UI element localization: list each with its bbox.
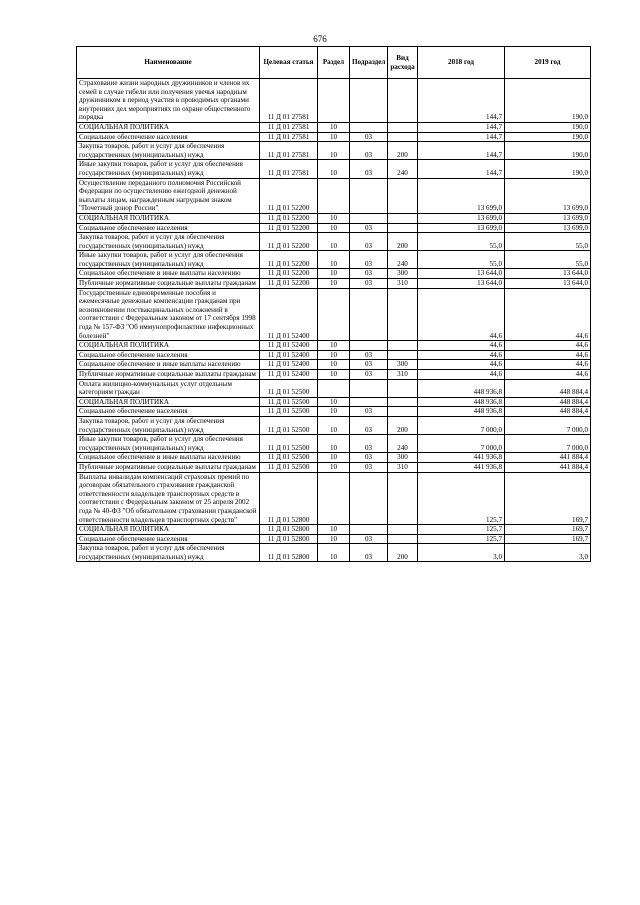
cell-section: 10	[318, 223, 350, 233]
cell-target: 11 Д 01 52200	[260, 233, 318, 251]
cell-name: Закупка товаров, работ и услуг для обеспечения государственных (муниципальных) нужд	[77, 416, 260, 434]
cell-subsection: 03	[350, 370, 388, 380]
header-subsection: Подраздел	[350, 47, 388, 79]
cell-2019: 44,6	[505, 288, 591, 341]
cell-expense-type: 200	[388, 142, 418, 160]
cell-section: 10	[318, 525, 350, 535]
cell-2018: 144,7	[418, 79, 505, 123]
table-row	[77, 251, 591, 269]
table-row	[77, 233, 591, 251]
cell-name: Закупка товаров, работ и услуг для обеспечения государственных (муниципальных) нужд	[77, 142, 260, 160]
cell-2019: 441 884,4	[505, 453, 591, 463]
cell-expense-type	[388, 288, 418, 341]
cell-expense-type	[388, 472, 418, 525]
cell-section: 10	[318, 233, 350, 251]
cell-expense-type	[388, 213, 418, 223]
cell-2018: 55,0	[418, 233, 505, 251]
cell-section: 10	[318, 544, 350, 562]
cell-name: СОЦИАЛЬНАЯ ПОЛИТИКА	[77, 122, 260, 132]
cell-target: 11 Д 01 52400	[260, 350, 318, 360]
cell-2018: 44,6	[418, 288, 505, 341]
cell-2019: 55,0	[505, 251, 591, 269]
cell-section	[318, 178, 350, 213]
cell-target: 11 Д 01 52400	[260, 360, 318, 370]
cell-2019: 169,7	[505, 525, 591, 535]
cell-2018: 13 644,0	[418, 279, 505, 289]
cell-2019: 441 884,4	[505, 462, 591, 472]
cell-2018: 125,7	[418, 472, 505, 525]
cell-2018: 448 936,8	[418, 407, 505, 417]
cell-subsection	[350, 178, 388, 213]
cell-expense-type	[388, 223, 418, 233]
cell-target: 11 Д 01 27581	[260, 79, 318, 123]
cell-subsection	[350, 397, 388, 407]
cell-name: Социальное обеспечение и иные выплаты населению	[77, 360, 260, 370]
cell-section: 10	[318, 462, 350, 472]
cell-section: 10	[318, 160, 350, 178]
cell-2018: 7 000,0	[418, 416, 505, 434]
cell-expense-type	[388, 407, 418, 417]
cell-target: 11 Д 01 52800	[260, 525, 318, 535]
table-row	[77, 132, 591, 142]
header-name: Наименование	[77, 47, 260, 79]
cell-section: 10	[318, 435, 350, 453]
cell-section: 10	[318, 341, 350, 351]
cell-target: 11 Д 01 52200	[260, 251, 318, 269]
cell-2018: 125,7	[418, 525, 505, 535]
cell-name: Социальное обеспечение населения	[77, 350, 260, 360]
cell-expense-type	[388, 132, 418, 142]
cell-section: 10	[318, 122, 350, 132]
table-row	[77, 178, 591, 213]
cell-2018: 44,6	[418, 360, 505, 370]
table-header-row	[77, 47, 591, 79]
cell-subsection: 03	[350, 132, 388, 142]
cell-target: 11 Д 01 52200	[260, 223, 318, 233]
cell-target: 11 Д 01 52200	[260, 213, 318, 223]
cell-2019: 13 699,0	[505, 213, 591, 223]
cell-2019: 13 644,0	[505, 279, 591, 289]
cell-name: Публичные нормативные социальные выплаты гражданам	[77, 370, 260, 380]
cell-subsection	[350, 525, 388, 535]
cell-subsection: 03	[350, 435, 388, 453]
cell-target: 11 Д 01 52500	[260, 453, 318, 463]
cell-2018: 7 000,0	[418, 435, 505, 453]
cell-name: Социальное обеспечение населения	[77, 407, 260, 417]
cell-name: Социальное обеспечение населения	[77, 132, 260, 142]
cell-target: 11 Д 01 27581	[260, 160, 318, 178]
cell-target: 11 Д 01 52500	[260, 379, 318, 397]
cell-target: 11 Д 01 52400	[260, 370, 318, 380]
cell-subsection: 03	[350, 279, 388, 289]
table-row	[77, 379, 591, 397]
cell-expense-type	[388, 534, 418, 544]
cell-subsection	[350, 213, 388, 223]
cell-2018: 13 699,0	[418, 223, 505, 233]
cell-2018: 13 644,0	[418, 269, 505, 279]
cell-expense-type	[388, 350, 418, 360]
cell-section	[318, 79, 350, 123]
cell-section: 10	[318, 360, 350, 370]
table-row	[77, 360, 591, 370]
table-row	[77, 79, 591, 123]
cell-2019: 448 884,4	[505, 397, 591, 407]
cell-name: Выплаты инвалидам компенсаций страховых премий по договорам обязательного страхования гражданской ответственности владельцев транспортных средств в соответствии с Федеральным законом от 25 апреля 2002 года № 40-ФЗ "Об обязательном страховании гражданской ответственности владельцев транспортных средств"	[77, 472, 260, 525]
cell-expense-type: 200	[388, 544, 418, 562]
cell-expense-type: 240	[388, 435, 418, 453]
cell-target: 11 Д 01 52500	[260, 435, 318, 453]
table-row	[77, 472, 591, 525]
cell-target: 11 Д 01 27581	[260, 122, 318, 132]
cell-subsection: 03	[350, 407, 388, 417]
cell-name: Закупка товаров, работ и услуг для обеспечения государственных (муниципальных) нужд	[77, 544, 260, 562]
cell-name: СОЦИАЛЬНАЯ ПОЛИТИКА	[77, 397, 260, 407]
cell-subsection	[350, 472, 388, 525]
cell-2019: 190,0	[505, 160, 591, 178]
table-row	[77, 534, 591, 544]
cell-section	[318, 472, 350, 525]
cell-subsection: 03	[350, 269, 388, 279]
cell-section: 10	[318, 213, 350, 223]
cell-target: 11 Д 01 52800	[260, 544, 318, 562]
cell-subsection	[350, 379, 388, 397]
cell-2019: 44,6	[505, 341, 591, 351]
cell-expense-type: 240	[388, 251, 418, 269]
cell-2019: 169,7	[505, 534, 591, 544]
cell-expense-type: 200	[388, 233, 418, 251]
cell-2019: 13 699,0	[505, 178, 591, 213]
cell-section: 10	[318, 453, 350, 463]
cell-subsection: 03	[350, 360, 388, 370]
header-2019: 2019 год	[505, 47, 591, 79]
cell-subsection	[350, 79, 388, 123]
table-row	[77, 462, 591, 472]
cell-2018: 55,0	[418, 251, 505, 269]
cell-name: Социальное обеспечение и иные выплаты населению	[77, 453, 260, 463]
cell-subsection: 03	[350, 160, 388, 178]
cell-section: 10	[318, 132, 350, 142]
cell-name: Публичные нормативные социальные выплаты гражданам	[77, 279, 260, 289]
cell-name: Осуществление переданного полномочия Российской Федерации по осуществлению ежегодной денежной выплаты лицам, награжденным нагрудным знаком "Почетный донор России"	[77, 178, 260, 213]
cell-2018: 13 699,0	[418, 178, 505, 213]
cell-2019: 448 884,4	[505, 407, 591, 417]
cell-subsection: 03	[350, 453, 388, 463]
table-row	[77, 341, 591, 351]
cell-2018: 144,7	[418, 142, 505, 160]
cell-2018: 441 936,8	[418, 462, 505, 472]
cell-2019: 448 884,4	[505, 379, 591, 397]
cell-section: 10	[318, 416, 350, 434]
page-number: 676	[313, 34, 327, 44]
cell-expense-type	[388, 341, 418, 351]
cell-2018: 448 936,8	[418, 397, 505, 407]
cell-target: 11 Д 01 52200	[260, 279, 318, 289]
cell-section: 10	[318, 251, 350, 269]
cell-subsection	[350, 341, 388, 351]
cell-target: 11 Д 01 52500	[260, 416, 318, 434]
cell-2018: 44,6	[418, 350, 505, 360]
cell-2019: 190,0	[505, 122, 591, 132]
header-2018: 2018 год	[418, 47, 505, 79]
cell-subsection: 03	[350, 462, 388, 472]
cell-subsection: 03	[350, 233, 388, 251]
cell-subsection: 03	[350, 223, 388, 233]
cell-expense-type: 240	[388, 160, 418, 178]
cell-target: 11 Д 01 27581	[260, 142, 318, 160]
cell-target: 11 Д 01 52800	[260, 472, 318, 525]
cell-section: 10	[318, 142, 350, 160]
cell-section	[318, 288, 350, 341]
cell-expense-type: 310	[388, 462, 418, 472]
cell-target: 11 Д 01 52200	[260, 178, 318, 213]
cell-2019: 13 699,0	[505, 223, 591, 233]
cell-subsection: 03	[350, 534, 388, 544]
cell-2019: 44,6	[505, 360, 591, 370]
table-row	[77, 370, 591, 380]
cell-target: 11 Д 01 52500	[260, 397, 318, 407]
cell-expense-type	[388, 525, 418, 535]
table-row	[77, 453, 591, 463]
header-section: Раздел	[318, 47, 350, 79]
cell-expense-type: 300	[388, 269, 418, 279]
cell-subsection: 03	[350, 544, 388, 562]
cell-subsection	[350, 288, 388, 341]
cell-expense-type: 300	[388, 360, 418, 370]
cell-2019: 44,6	[505, 370, 591, 380]
cell-subsection: 03	[350, 251, 388, 269]
table-row	[77, 213, 591, 223]
cell-2018: 448 936,8	[418, 379, 505, 397]
cell-section: 10	[318, 534, 350, 544]
cell-name: Страхование жизни народных дружинников и членов их семей в случае гибели или получения увечья народным дружинником в период участия в проводимых органами внутренних дел мероприятиях по охране общественного порядка	[77, 79, 260, 123]
cell-2018: 144,7	[418, 122, 505, 132]
table-row	[77, 223, 591, 233]
cell-target: 11 Д 01 27581	[260, 132, 318, 142]
cell-target: 11 Д 01 52800	[260, 534, 318, 544]
header-expense-type: Вид расхода	[388, 47, 418, 79]
cell-section: 10	[318, 370, 350, 380]
cell-name: Государственные единовременные пособия и ежемесячные денежные компенсации гражданам при возникновении поствакцинальных осложнений в соответствии с Федеральным законом от 17 сентября 1998 года № 157-ФЗ "Об иммунопрофилактике инфекционных болезней"	[77, 288, 260, 341]
budget-table	[76, 46, 591, 562]
cell-2018: 44,6	[418, 370, 505, 380]
cell-name: Социальное обеспечение населения	[77, 534, 260, 544]
cell-expense-type: 310	[388, 370, 418, 380]
cell-2018: 144,7	[418, 160, 505, 178]
cell-name: Иные закупки товаров, работ и услуг для обеспечения государственных (муниципальных) нужд	[77, 160, 260, 178]
table-row	[77, 142, 591, 160]
cell-2018: 125,7	[418, 534, 505, 544]
cell-section: 10	[318, 407, 350, 417]
table-row	[77, 407, 591, 417]
cell-subsection: 03	[350, 142, 388, 160]
table-row	[77, 416, 591, 434]
cell-expense-type: 310	[388, 279, 418, 289]
cell-name: Оплата жилищно-коммунальных услуг отдельным категориям граждан	[77, 379, 260, 397]
table-row	[77, 288, 591, 341]
cell-name: СОЦИАЛЬНАЯ ПОЛИТИКА	[77, 341, 260, 351]
cell-expense-type	[388, 397, 418, 407]
cell-target: 11 Д 01 52500	[260, 462, 318, 472]
cell-expense-type: 200	[388, 416, 418, 434]
cell-2018: 13 699,0	[418, 213, 505, 223]
cell-expense-type	[388, 79, 418, 123]
cell-2019: 55,0	[505, 233, 591, 251]
cell-2019: 190,0	[505, 79, 591, 123]
cell-target: 11 Д 01 52400	[260, 288, 318, 341]
cell-expense-type: 300	[388, 453, 418, 463]
cell-name: Социальное обеспечение населения	[77, 223, 260, 233]
cell-subsection: 03	[350, 350, 388, 360]
cell-2018: 144,7	[418, 132, 505, 142]
cell-name: Публичные нормативные социальные выплаты гражданам	[77, 462, 260, 472]
cell-section: 10	[318, 279, 350, 289]
table-row	[77, 397, 591, 407]
cell-expense-type	[388, 379, 418, 397]
cell-expense-type	[388, 122, 418, 132]
cell-section: 10	[318, 269, 350, 279]
cell-subsection	[350, 122, 388, 132]
table-row	[77, 544, 591, 562]
table-row	[77, 435, 591, 453]
cell-2019: 7 000,0	[505, 416, 591, 434]
cell-2019: 13 644,0	[505, 269, 591, 279]
table-row	[77, 350, 591, 360]
table-row	[77, 525, 591, 535]
cell-target: 11 Д 01 52400	[260, 341, 318, 351]
table-row	[77, 122, 591, 132]
table-row	[77, 160, 591, 178]
cell-target: 11 Д 01 52200	[260, 269, 318, 279]
cell-2019: 169,7	[505, 472, 591, 525]
cell-2019: 44,6	[505, 350, 591, 360]
cell-name: Закупка товаров, работ и услуг для обеспечения государственных (муниципальных) нужд	[77, 233, 260, 251]
cell-name: Социальное обеспечение и иные выплаты населению	[77, 269, 260, 279]
cell-2019: 190,0	[505, 142, 591, 160]
cell-section: 10	[318, 350, 350, 360]
cell-2018: 441 936,8	[418, 453, 505, 463]
cell-2019: 190,0	[505, 132, 591, 142]
table-row	[77, 279, 591, 289]
cell-2019: 3,0	[505, 544, 591, 562]
cell-name: Иные закупки товаров, работ и услуг для обеспечения государственных (муниципальных) нужд	[77, 435, 260, 453]
cell-name: СОЦИАЛЬНАЯ ПОЛИТИКА	[77, 525, 260, 535]
cell-name: Иные закупки товаров, работ и услуг для обеспечения государственных (муниципальных) нужд	[77, 251, 260, 269]
cell-section: 10	[318, 397, 350, 407]
cell-2018: 3,0	[418, 544, 505, 562]
cell-target: 11 Д 01 52500	[260, 407, 318, 417]
table-row	[77, 269, 591, 279]
cell-2019: 7 000,0	[505, 435, 591, 453]
cell-2018: 44,6	[418, 341, 505, 351]
cell-expense-type	[388, 178, 418, 213]
cell-name: СОЦИАЛЬНАЯ ПОЛИТИКА	[77, 213, 260, 223]
header-target: Целевая статья	[260, 47, 318, 79]
cell-section	[318, 379, 350, 397]
cell-subsection: 03	[350, 416, 388, 434]
